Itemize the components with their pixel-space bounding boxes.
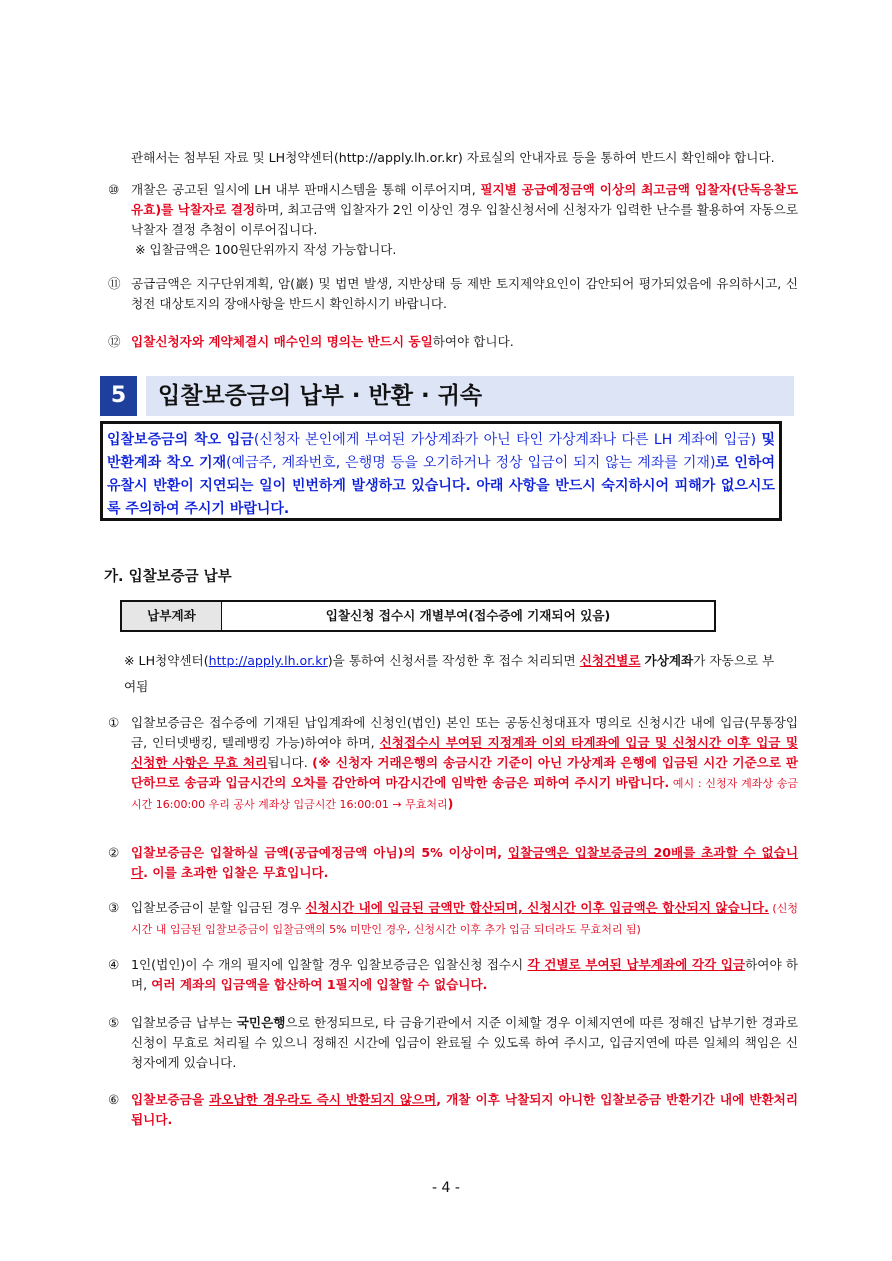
item-emphasis: 여러 계좌의 입금액을 합산하여 1필지에 입찰할 수 없습니다. xyxy=(151,977,488,992)
note-text: )을 통하여 신청서를 작성한 후 접수 처리되면 xyxy=(327,653,580,668)
item-1 xyxy=(108,713,798,815)
item-text: 입찰보증금 납부는 xyxy=(131,1015,237,1030)
note-emphasis: 가상계좌 xyxy=(644,653,694,668)
item-emphasis: 입찰금액은 입찰보증금의 20배를 초과할 수 없습니다 xyxy=(131,845,799,880)
payment-account-table xyxy=(120,600,716,632)
notice-emphasis: 및 반환계좌 착오 기재 xyxy=(107,432,775,471)
item-number: ⑩ xyxy=(108,182,120,197)
item-number: ③ xyxy=(108,900,120,915)
notice-text: (신청자 본인에게 부여된 가상계좌가 아닌 타인 가상계좌나 다른 LH 계좌에 입금) xyxy=(253,432,762,448)
item-number: ⑪ xyxy=(108,276,121,291)
sub-heading: 가. 입찰보증금 납부 xyxy=(104,569,232,585)
payment-note xyxy=(124,648,784,700)
item-emphasis: 입찰보증금은 입찰하실 금액(공급예정금액 아님)의 5% 이상이며, xyxy=(131,845,508,860)
item-emphasis: 신청접수시 부여된 지정계좌 이외 타계좌에 입금 및 신청시간 이후 입금 및 신청한 사항은 무효 처리 xyxy=(131,735,798,770)
item-number: ④ xyxy=(108,957,120,972)
item-emphasis: 신청시간 내에 입금된 금액만 합산되며, 신청시간 이후 입금액은 합산되지 않습니다. xyxy=(305,900,769,915)
apply-link[interactable]: http://apply.lh.or.kr xyxy=(208,653,328,668)
table-label-cell: 납부계좌 xyxy=(122,602,222,630)
item-3 xyxy=(108,898,798,940)
item-text: 입찰보증금은 접수증에 기재된 납입계좌에 신청인(법인) 본인 또는 공동신청대표자 명의로 신청시간 내에 입금(무통장입금, 인터넷뱅킹, 텔레뱅킹 가능)하여야 하며, xyxy=(131,715,798,750)
item-text: 하여야 합니다. xyxy=(432,334,514,349)
item-4 xyxy=(108,955,798,995)
section-title: 입찰보증금의 납부 · 반환 · 귀속 xyxy=(158,383,483,409)
section-header xyxy=(100,376,794,416)
section-number: 5 xyxy=(100,376,137,416)
item-emphasis: (※ 신청자 거래은행의 송금시간 기준이 아닌 가상계좌 은행에 입금된 시간 기준으로 판단하므로 송금과 입금시간의 오차를 감안하여 마감시간에 임박한 송금은 피하여 주시기 바랍니다. xyxy=(131,755,799,790)
item-emphasis: , 개찰 이후 낙찰되지 아니한 입찰보증금 반환기간 내에 반환처리 됩니다. xyxy=(131,1092,798,1127)
item-emphasis: 과오납한 경우라도 즉시 반환되지 않으며 xyxy=(209,1092,437,1107)
item-5 xyxy=(108,1013,798,1073)
item-emphasis: 필지별 공급예정금액 이상의 최고금액 입찰자(단독응찰도 유효)를 낙찰자로 결정 xyxy=(131,182,798,217)
notice-text: (예금주, 계좌번호, 은행명 등을 오기하거나 정상 입금이 되지 않는 계좌를 기재) xyxy=(226,455,716,471)
item-text: 1인(법인)이 수 개의 필지에 입찰할 경우 입찰보증금은 입찰신청 접수시 xyxy=(131,957,528,972)
item-text: 공급금액은 지구단위계획, 암(巖) 및 법면 발생, 지반상태 등 제반 토지제약요인이 감안되어 평가되었음에 유의하시고, 신청전 대상토지의 장애사항을 반드시 확인하시기 바랍니다. xyxy=(131,276,798,311)
note-emphasis: 신청건별로 xyxy=(579,653,641,668)
item-emphasis: ) xyxy=(447,796,454,811)
item-12 xyxy=(108,332,798,352)
item-text: 입찰보증금이 분할 입금된 경우 xyxy=(131,900,306,915)
item-number: ⑫ xyxy=(108,334,121,349)
item-number: ① xyxy=(108,715,120,730)
notice-emphasis: 입찰보증금의 착오 입금 xyxy=(107,432,254,448)
item-6 xyxy=(108,1090,798,1130)
item-emphasis: 각 건별로 부여된 납부계좌에 각각 입금 xyxy=(527,957,746,972)
item-emphasis: . 이를 초과한 입찰은 무효입니다. xyxy=(143,865,329,880)
item-text: 하여야 하며, xyxy=(131,957,798,992)
notice-emphasis: 로 인하여 유찰시 반환이 지연되는 일이 빈번하게 발생하고 있습니다. 아래 사항을 반드시 숙지하시어 피해가 없으시도록 주의하여 주시기 바랍니다. xyxy=(107,455,775,517)
item-emphasis: 입찰보증금을 xyxy=(131,1092,210,1107)
item-note: (신청시간 내 입금된 입찰보증금이 입찰금액의 5% 미만인 경우, 신청시간 이후 추가 입금 되더라도 무효처리 됨) xyxy=(131,902,798,936)
item-text: 개찰은 공고된 일시에 LH 내부 판매시스템을 통해 이루어지며, xyxy=(131,182,481,197)
note-text: 가 자동으로 부여됨 xyxy=(124,653,775,694)
intro-line: 관해서는 첨부된 자료 및 LH청약센터(http://apply.lh.or.kr) 자료실의 안내자료 등을 통하여 반드시 확인해야 합니다. xyxy=(131,150,775,165)
item-text: 하며, 최고금액 입찰자가 2인 이상인 경우 입찰신청서에 신청자가 입력한 난수를 활용하여 자동으로 낙찰자 결정 추첨이 이루어집니다. xyxy=(131,202,798,237)
item-emphasis: 입찰신청자와 계약체결시 매수인의 명의는 반드시 동일 xyxy=(131,334,433,349)
item-number: ⑤ xyxy=(108,1015,120,1030)
item-10 xyxy=(108,180,798,260)
note-text: ※ LH청약센터( xyxy=(124,653,209,668)
section-title-bar xyxy=(146,376,794,416)
item-11 xyxy=(108,274,798,314)
item-example: 예시 : 신청자 계좌상 송금시간 16:00:00 우리 공사 계좌상 입금시간 16:00:01 → 무효처리 xyxy=(131,777,798,811)
item-2 xyxy=(108,843,798,883)
item-number: ⑥ xyxy=(108,1092,120,1107)
table-value-cell: 입찰신청 접수시 개별부여(접수증에 기재되어 있음) xyxy=(325,608,611,623)
page-number: - 4 - xyxy=(432,1180,460,1196)
item-text: 으로 한정되므로, 타 금융기관에서 지준 이체할 경우 이체지연에 따른 정해진 납부기한 경과로 신청이 무효로 처리될 수 있으니 정해진 시간에 입금이 완료될 수 있도록 하여 주시고, 입금지연에 따른 일체의 책임은 신청자에게 있습니다. xyxy=(131,1015,798,1070)
item-text: 됩니다. xyxy=(267,755,313,770)
notice-box xyxy=(100,421,782,521)
item-note: ※ 입찰금액은 100원단위까지 작성 가능합니다. xyxy=(135,242,397,257)
item-number: ② xyxy=(108,845,120,860)
item-emphasis: 국민은행 xyxy=(236,1015,286,1030)
